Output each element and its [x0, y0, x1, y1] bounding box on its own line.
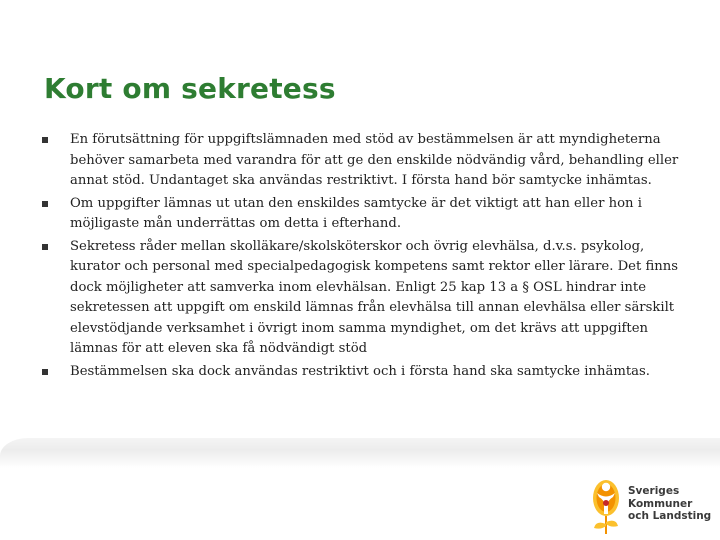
logo-line: och Landsting — [628, 510, 712, 522]
bullet-list — [42, 130, 692, 384]
slide-title: Kort om sekretess — [44, 72, 336, 105]
bullet-item — [42, 362, 692, 383]
organization-logo — [586, 476, 716, 538]
bullet-text: Bestämmelsen ska dock användas restriktivt och i första hand ska samtycke inhämtas. — [70, 363, 650, 379]
logo-line: Sveriges — [628, 485, 680, 497]
logo-wordmark — [628, 485, 711, 523]
bullet-square-icon — [42, 244, 48, 250]
bullet-text: Sekretess råder mellan skolläkare/skolsköterskor och övrig elevhälsa, d.v.s. psykolog, kurator och personal med specialpedagogisk kompetens samt rektor eller lärare. Det finns dock möjligheter att samverka inom elevhälsan. Enligt 25 kap 13 a § OSL hindrar inte sekretessen att uppgift om enskild lämnas från elevhälsa till annan elevhälsa eller särskilt elevstödjande verksamhet i övrigt inom samma myndighet, om det krävs att uppgiften lämnas för att eleven ska få nödvändigt stöd — [70, 238, 678, 356]
bullet-square-icon — [42, 369, 48, 375]
skl-flower-logo-icon — [586, 476, 626, 536]
logo-line: Kommuner — [628, 497, 693, 510]
bullet-square-icon — [42, 137, 48, 143]
bullet-item — [42, 130, 692, 192]
footer-band — [0, 438, 720, 468]
bullet-text: En förutsättning för uppgiftslämnaden med stöd av bestämmelsen är att myndigheterna behöver samarbeta med varandra för att ge den enskilde nödvändig vård, behandling eller annat stöd. Undantaget ska användas restriktivt. I första hand bör samtycke inhämtas. — [70, 132, 679, 188]
bullet-text: Om uppgifter lämnas ut utan den enskildes samtycke är det viktigt att han eller hon i möjligaste mån underrättas om detta i efterhand. — [70, 195, 642, 231]
bullet-item — [42, 194, 692, 235]
bullet-item — [42, 237, 692, 360]
bullet-square-icon — [42, 201, 48, 207]
